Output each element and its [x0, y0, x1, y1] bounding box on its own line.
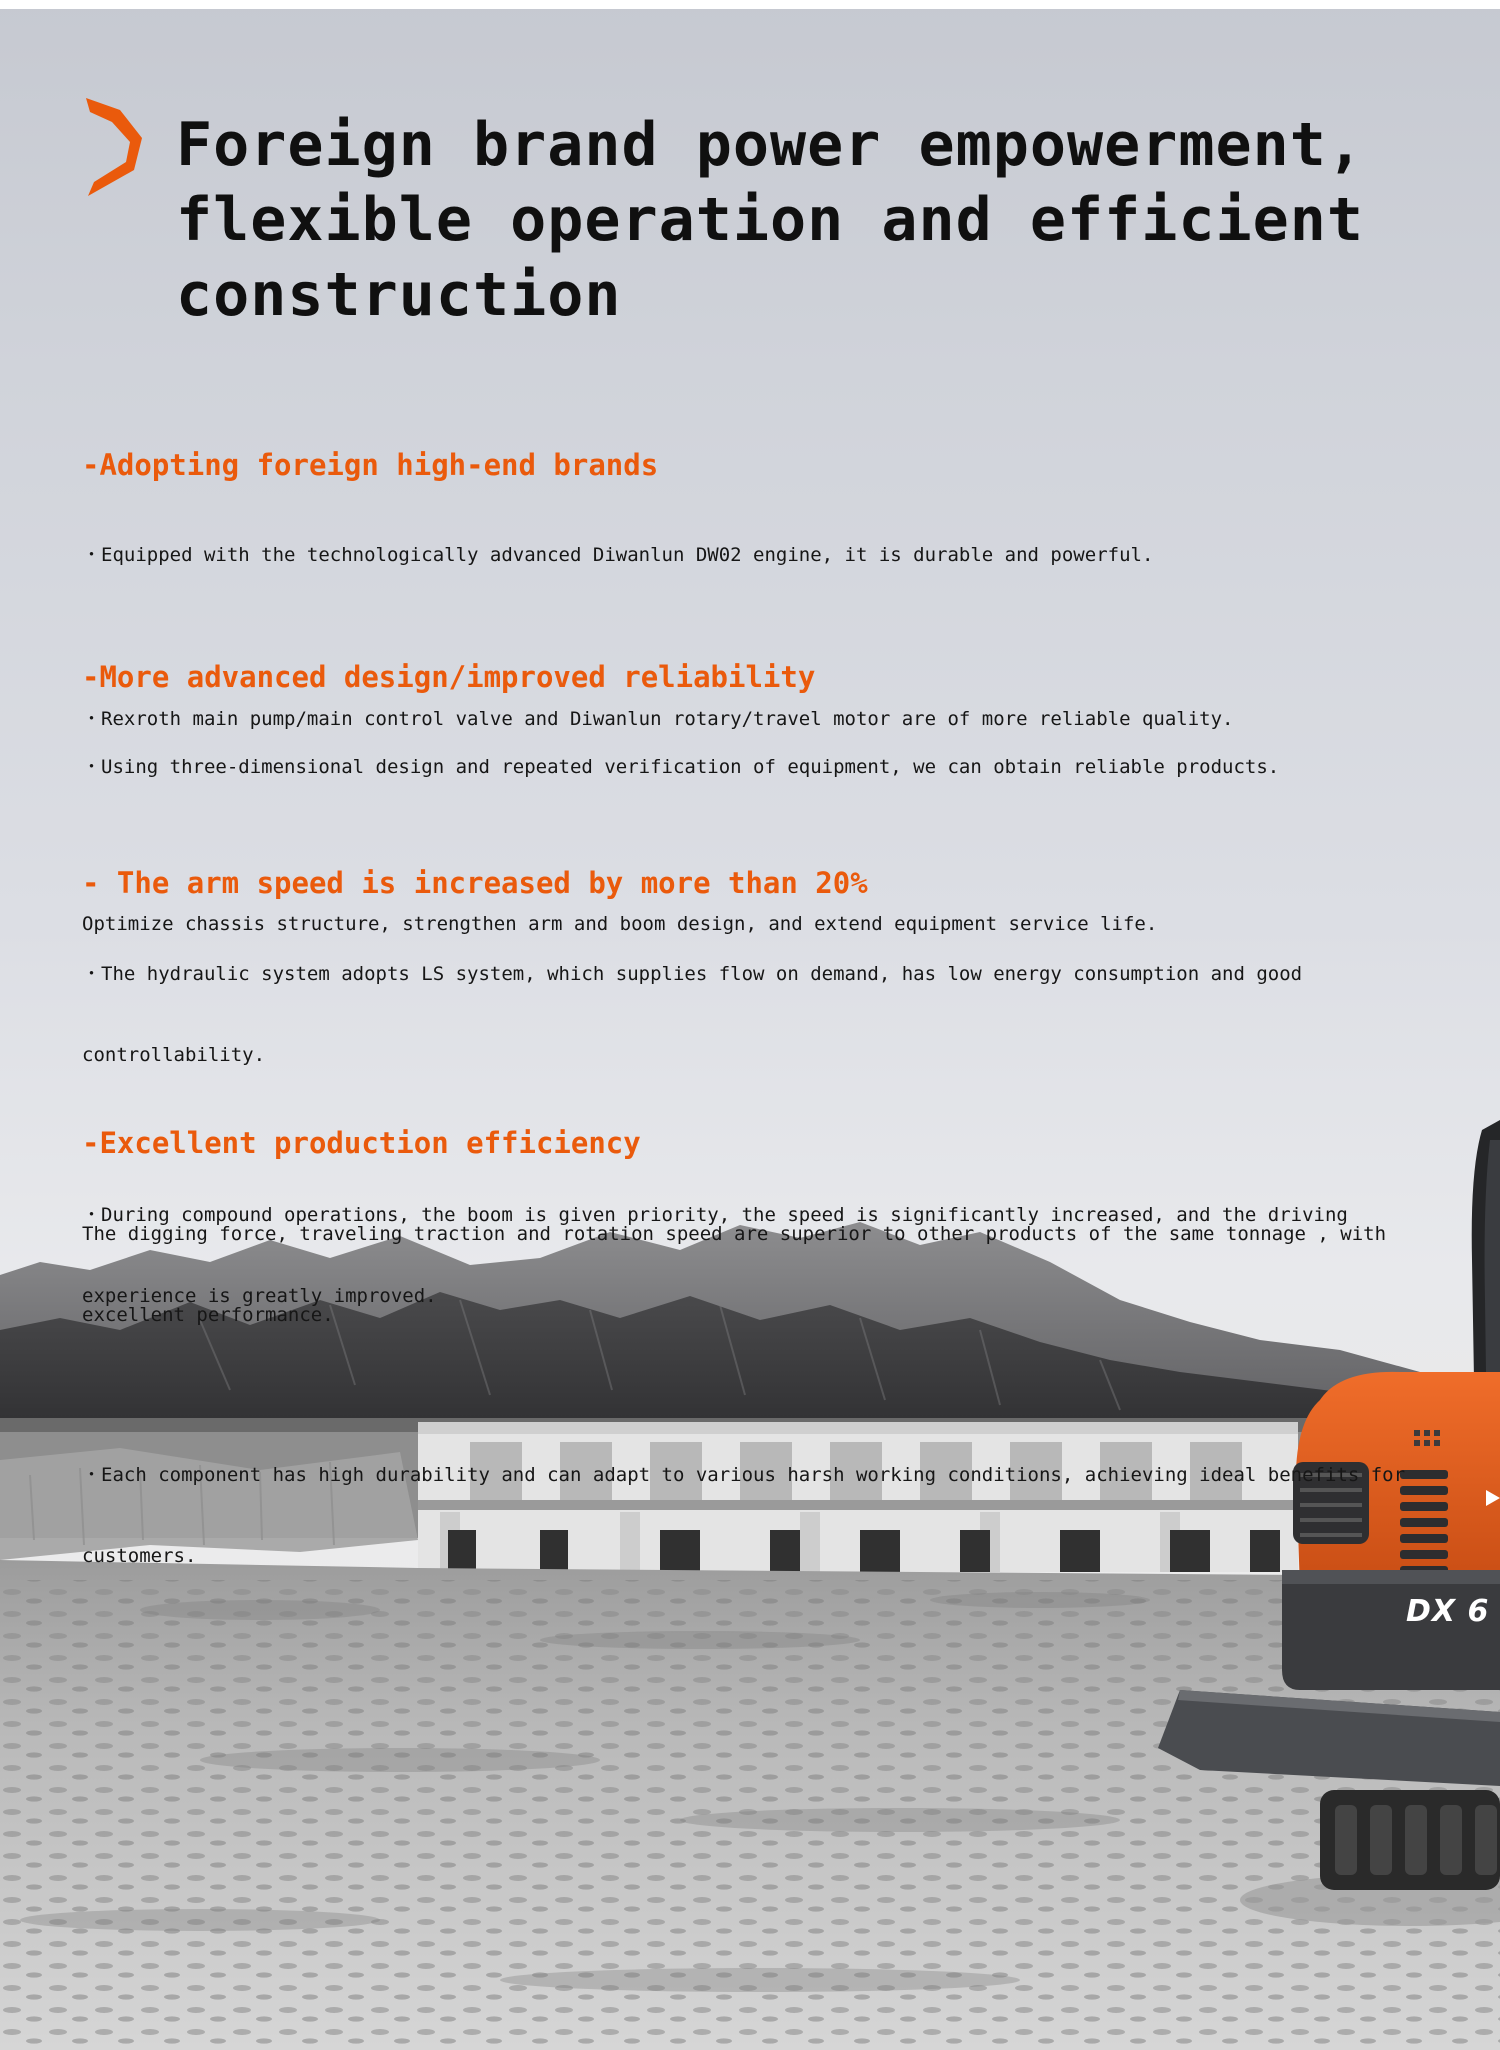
paragraph-line: The digging force, traveling traction and rotation speed are superior to other products of the same tonnage , with — [82, 1223, 1387, 1245]
headline-line: flexible operation and efficient — [176, 185, 1364, 255]
section-title: -Excellent production efficiency — [82, 1126, 641, 1160]
headline-line: construction — [176, 260, 622, 330]
feature-paragraph — [82, 907, 1482, 1123]
section-title: -Adopting foreign high-end brands — [82, 448, 659, 482]
feature-paragraph — [82, 700, 1482, 835]
paragraph-line: Optimize chassis structure, strengthen arm and boom design, and extend equipment service life. — [82, 913, 1158, 935]
section-title: - The arm speed is increased by more than 20% — [82, 866, 868, 900]
section-title: -More advanced design/improved reliability — [82, 660, 816, 694]
headline — [176, 108, 1376, 333]
feature-paragraph — [82, 488, 1482, 623]
paragraph-line: ・Using three-dimensional design and repeated verification of equipment, we can obtain reliable products. — [82, 756, 1280, 778]
feature-section-production-efficiency — [82, 1124, 1482, 1624]
paragraph-line: excellent performance. — [82, 1304, 334, 1326]
headline-line: Foreign brand power empowerment, — [176, 110, 1364, 180]
feature-paragraph — [82, 1167, 1482, 1383]
machine-model-badge — [1406, 1594, 1500, 1630]
paragraph-line: customers. — [82, 1545, 197, 1567]
paragraph-line: ・Equipped with the technologically advanced Diwanlun DW02 engine, it is durable and powerful. — [82, 544, 1154, 566]
machine-model-text: DX 6 — [1406, 1594, 1490, 1629]
feature-paragraph — [82, 1408, 1482, 1624]
chevron-right-icon — [86, 98, 142, 198]
paragraph-line: ・Rexroth main pump/main control valve and Diwanlun rotary/travel motor are of more reliable quality. — [82, 708, 1234, 730]
paragraph-line: experience is greatly improved. — [82, 1285, 437, 1307]
paragraph-line: controllability. — [82, 1044, 266, 1066]
paragraph-line: ・The hydraulic system adopts LS system, which supplies flow on demand, has low energy consumption and good — [82, 963, 1303, 985]
paragraph-line: ・Each component has high durability and can adapt to various harsh working conditions, achieving ideal benefits for — [82, 1464, 1406, 1486]
paragraph-line: ・During compound operations, the boom is given priority, the speed is significantly increased, and the driving — [82, 1204, 1348, 1226]
